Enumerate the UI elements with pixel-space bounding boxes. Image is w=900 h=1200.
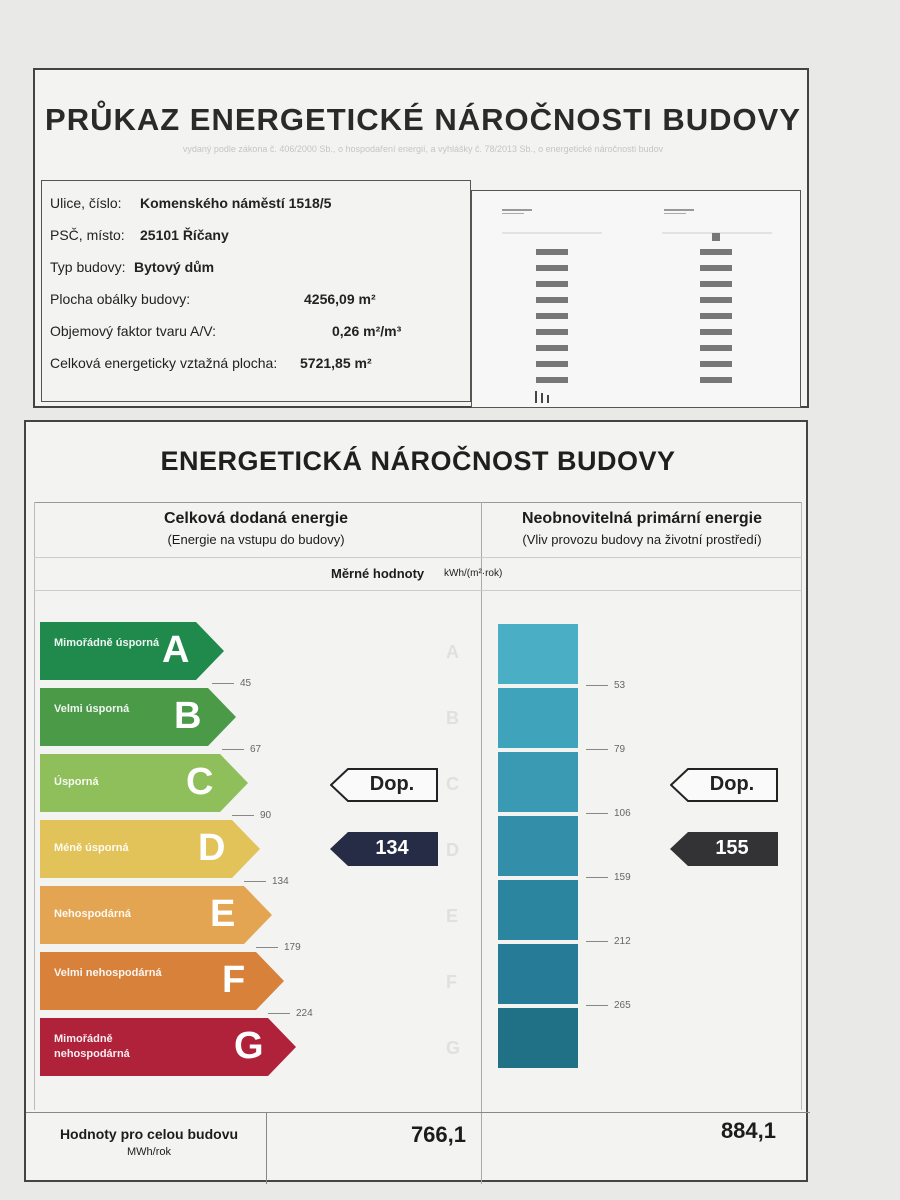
class-band-g — [40, 1018, 296, 1076]
class-e-label: Nehospodárná — [54, 908, 132, 920]
totals-unit: MWh/rok — [127, 1146, 171, 1158]
units-label: kWh/(m²·rok) — [444, 568, 503, 579]
primary-energy-subtitle: (Vliv provozu budovy na životní prostředí) — [522, 532, 762, 547]
left-reference-label: Dop. — [369, 773, 415, 795]
total-delivered-energy: 766,1 — [410, 1122, 466, 1147]
building-thumbnail — [471, 190, 801, 408]
primary-scale-block-g — [498, 1008, 578, 1068]
left-reference-marker — [330, 768, 438, 802]
class-band-a — [40, 622, 224, 680]
primary-energy-title: Neobnovitelná primární energie — [521, 510, 763, 527]
right-tick-ef: 212 — [586, 936, 631, 947]
delivered-energy-subtitle: (Energie na vstupu do budovy) — [167, 532, 345, 547]
ghost-letter-d: D — [446, 840, 459, 860]
class-c-letter: C — [186, 761, 214, 803]
right-tick-cd: 106 — [586, 808, 631, 819]
right-reference-label: Dop. — [709, 773, 755, 795]
specific-values-label: Měrné hodnoty — [331, 566, 425, 581]
primary-energy-header — [482, 510, 802, 547]
primary-scale-block-f — [498, 944, 578, 1004]
street-value: Komenského náměstí 1518/5 — [140, 195, 332, 211]
left-tick-ab: 45 — [212, 678, 251, 689]
delivered-energy-title: Celková dodaná energie — [163, 510, 349, 527]
class-f-letter: F — [222, 959, 246, 1001]
document-subtitle: vydaný podle zákona č. 406/2000 Sb., o hospodaření energií, a vyhlášky č. 78/2013 Sb., o energetické náročnosti budov — [182, 144, 664, 154]
shape-factor-label: Objemový faktor tvaru A/V: — [50, 323, 216, 339]
left-tick-cd: 90 — [232, 810, 271, 821]
envelope-area-label: Plocha obálky budovy: — [50, 291, 191, 307]
right-tick-fg: 265 — [586, 1000, 631, 1011]
building-type-label: Typ budovy: — [50, 259, 126, 275]
ghost-letter-g: G — [446, 1038, 461, 1058]
primary-scale-block-c — [498, 752, 578, 812]
total-primary-energy: 884,1 — [720, 1118, 776, 1143]
class-band-f — [40, 952, 284, 1010]
ghost-letter-c: C — [446, 774, 459, 794]
class-band-e — [40, 886, 272, 944]
ghost-letter-f: F — [446, 972, 457, 992]
document-title: PRŮKAZ ENERGETICKÉ NÁROČNOSTI BUDOVY — [45, 102, 801, 137]
primary-scale-block-d — [498, 816, 578, 876]
building-type-value: Bytový dům — [134, 259, 215, 275]
ghost-letter-b: B — [446, 708, 459, 728]
class-c-label: Úsporná — [54, 776, 99, 788]
left-tick-fg: 224 — [268, 1008, 313, 1019]
class-e-letter: E — [210, 893, 236, 935]
energy-section-title: ENERGETICKÁ NÁROČNOST BUDOVY — [160, 446, 676, 476]
totals-label: Hodnoty pro celou budovu — [59, 1126, 239, 1142]
class-b-label: Velmi úsporná — [54, 703, 130, 715]
street-label: Ulice, číslo: — [50, 195, 122, 211]
reference-area-label: Celková energeticky vztažná plocha: — [50, 355, 278, 371]
left-tick-ef: 179 — [256, 942, 301, 953]
class-a-label: Mimořádně úsporná — [54, 637, 160, 649]
certificate-header-section — [33, 68, 809, 408]
right-tick-de: 159 — [586, 872, 631, 883]
left-value: 134 — [375, 837, 409, 859]
left-tick-bc: 67 — [222, 744, 261, 755]
envelope-area-value: 4256,09 m² — [304, 291, 376, 307]
class-d-letter: D — [198, 827, 226, 869]
primary-scale-block-a — [498, 624, 578, 684]
ghost-letter-a: A — [446, 642, 459, 662]
zip-value: 25101 Říčany — [140, 227, 229, 243]
delivered-energy-header — [86, 510, 426, 547]
primary-scale-block-b — [498, 688, 578, 748]
reference-area-value: 5721,85 m² — [300, 355, 372, 371]
left-value-marker — [330, 832, 438, 866]
right-value: 155 — [715, 837, 749, 859]
class-a-letter: A — [162, 629, 190, 671]
shape-factor-value: 0,26 m²/m³ — [332, 323, 402, 339]
class-g-label: Mimořádně nehospodárná — [54, 1033, 130, 1060]
class-band-b — [40, 688, 236, 746]
primary-scale-block-e — [498, 880, 578, 940]
class-b-letter: B — [174, 695, 202, 737]
right-tick-ab: 53 — [586, 680, 625, 691]
building-info-box — [41, 180, 471, 402]
right-value-marker — [670, 832, 778, 866]
class-f-label: Velmi nehospodárná — [54, 967, 162, 979]
building-thumbnail-graphic — [472, 191, 800, 407]
class-d-label: Méně úsporná — [54, 842, 129, 854]
class-band-c — [40, 754, 248, 812]
zip-label: PSČ, místo: — [50, 227, 125, 243]
class-band-d — [40, 820, 260, 878]
class-g-letter: G — [234, 1025, 264, 1067]
energy-performance-section — [24, 420, 808, 1182]
ghost-letter-e: E — [446, 906, 459, 926]
left-tick-de: 134 — [244, 876, 289, 887]
right-reference-marker — [670, 768, 778, 802]
right-tick-bc: 79 — [586, 744, 625, 755]
